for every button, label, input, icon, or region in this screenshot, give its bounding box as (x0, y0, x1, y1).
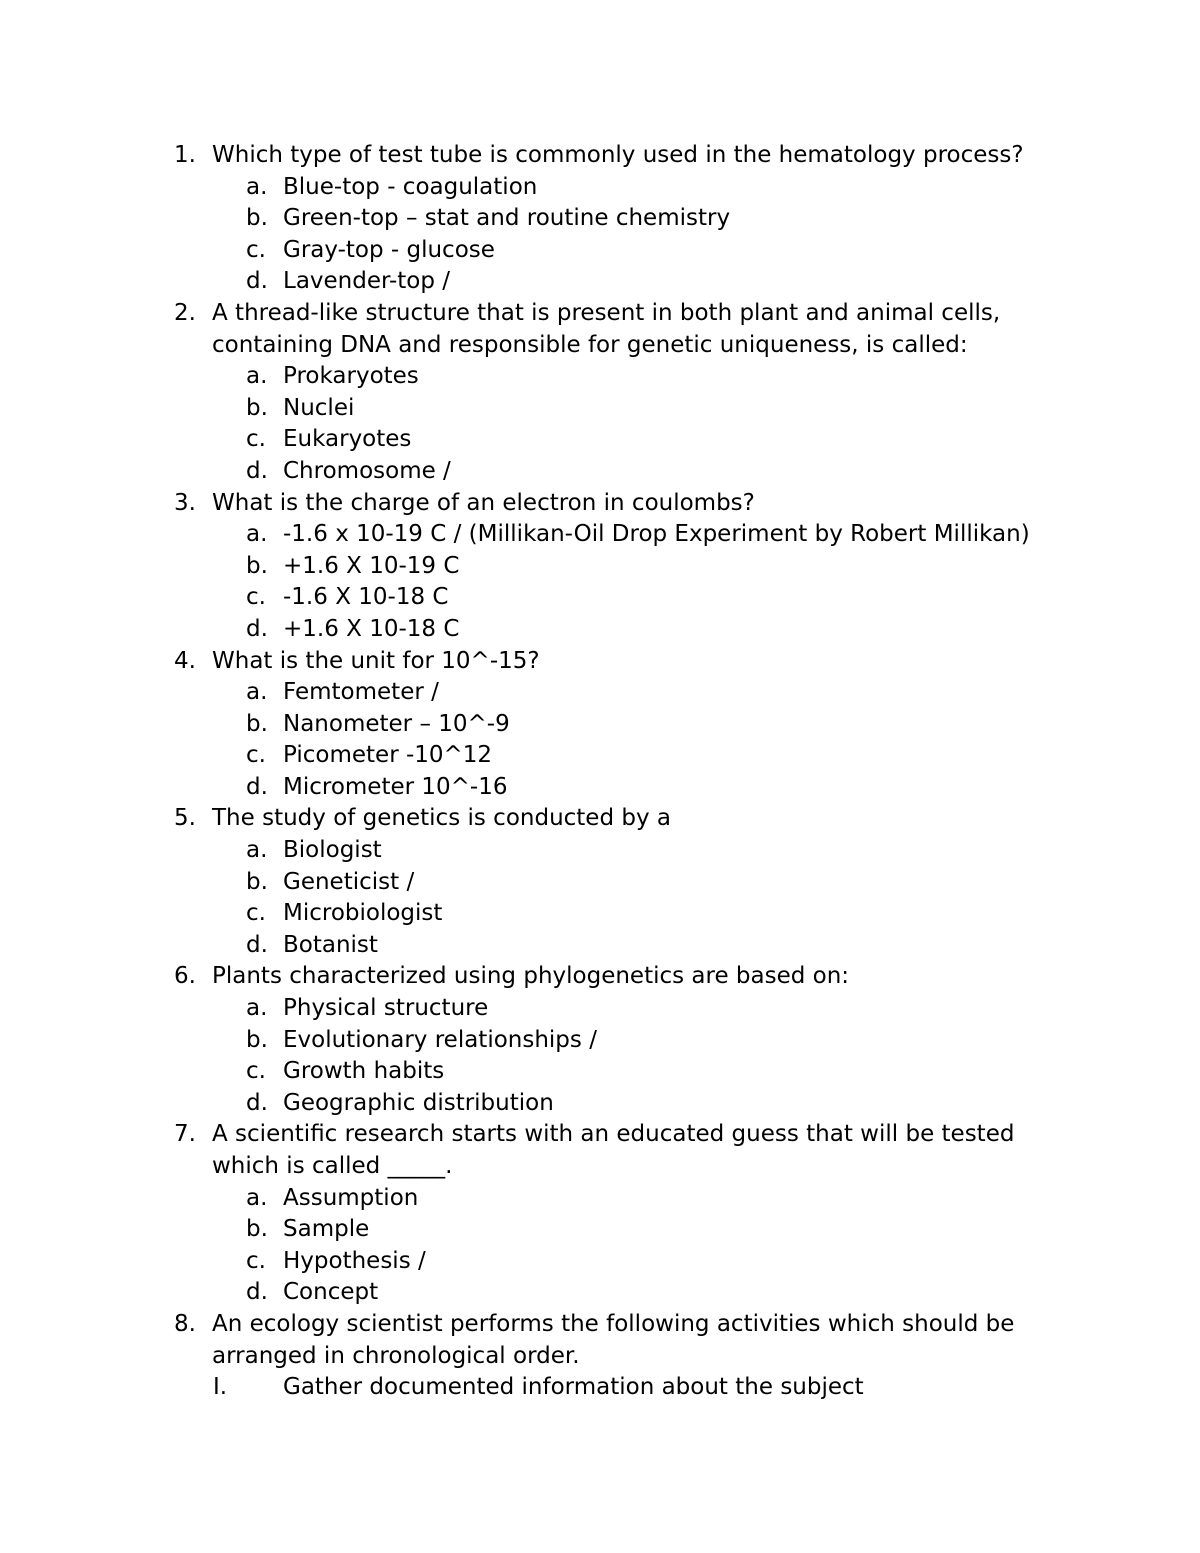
option-letter: a. (246, 837, 268, 864)
option-5a (0, 835, 1200, 867)
option-7a (0, 1183, 1200, 1215)
option-letter: b. (246, 1216, 268, 1243)
option-text: Blue-top - coagulation (283, 173, 538, 200)
option-1d (0, 266, 1200, 298)
option-text: Nuclei (283, 394, 355, 421)
document-page (0, 140, 1200, 1404)
option-text: Micrometer 10^-16 (283, 773, 508, 800)
option-letter: a. (246, 363, 268, 390)
option-letter: d. (246, 268, 268, 295)
roman-numeral: I. (213, 1374, 228, 1401)
option-text: +1.6 X 10-19 C (283, 552, 460, 579)
option-letter: b. (246, 868, 268, 895)
option-letter: b. (246, 1026, 268, 1053)
option-text: +1.6 X 10-18 C (283, 615, 460, 642)
question-6 (0, 961, 1200, 993)
option-letter: d. (246, 615, 268, 642)
question-2 (0, 298, 1200, 330)
roman-item-1 (0, 1372, 1200, 1404)
option-2b (0, 393, 1200, 425)
option-letter: d. (246, 931, 268, 958)
option-text: Assumption (283, 1184, 419, 1211)
question-7-continuation (0, 1151, 1200, 1183)
option-3a (0, 519, 1200, 551)
question-text: Plants characterized using phylogenetics are based on: (212, 963, 850, 990)
option-letter: b. (246, 552, 268, 579)
question-4 (0, 646, 1200, 678)
option-text: Microbiologist (283, 900, 443, 927)
option-letter: d. (246, 1089, 268, 1116)
question-7 (0, 1119, 1200, 1151)
question-number: 7. (174, 1121, 196, 1148)
option-text: Geneticist / (283, 868, 415, 895)
option-text: Concept (283, 1279, 379, 1306)
question-1 (0, 140, 1200, 172)
question-text: arranged in chronological order. (212, 1342, 580, 1369)
question-3 (0, 488, 1200, 520)
option-7b (0, 1214, 1200, 1246)
question-number: 2. (174, 299, 196, 326)
option-text: -1.6 x 10-19 C / (Millikan-Oil Drop Experiment by Robert Millikan) (283, 521, 1030, 548)
option-text: Geographic distribution (283, 1089, 554, 1116)
option-text: Green-top – stat and routine chemistry (283, 205, 731, 232)
option-letter: c. (246, 742, 266, 769)
option-2c (0, 424, 1200, 456)
option-text: Femtometer / (283, 679, 439, 706)
option-4b (0, 709, 1200, 741)
option-6c (0, 1056, 1200, 1088)
option-3d (0, 614, 1200, 646)
question-number: 4. (174, 647, 196, 674)
option-letter: c. (246, 1058, 266, 1085)
question-number: 6. (174, 963, 196, 990)
option-3b (0, 551, 1200, 583)
question-number: 1. (174, 142, 196, 168)
option-5b (0, 867, 1200, 899)
option-text: Gray-top - glucose (283, 236, 495, 263)
option-letter: d. (246, 1279, 268, 1306)
option-1c (0, 235, 1200, 267)
option-letter: c. (246, 1247, 266, 1274)
option-letter: a. (246, 995, 268, 1022)
question-number: 3. (174, 489, 196, 516)
option-letter: c. (246, 584, 266, 611)
option-letter: a. (246, 173, 268, 200)
option-text: Botanist (283, 931, 378, 958)
option-text: Prokaryotes (283, 363, 419, 390)
option-4c (0, 740, 1200, 772)
option-4d (0, 772, 1200, 804)
roman-item-text: Gather documented information about the subject (283, 1374, 864, 1401)
option-letter: d. (246, 773, 268, 800)
option-2d (0, 456, 1200, 488)
option-5d (0, 930, 1200, 962)
option-letter: b. (246, 394, 268, 421)
option-text: Eukaryotes (283, 426, 412, 453)
option-1a (0, 172, 1200, 204)
option-2a (0, 361, 1200, 393)
option-letter: c. (246, 236, 266, 263)
question-text: A scientific research starts with an educated guess that will be tested (212, 1121, 1015, 1148)
question-text: containing DNA and responsible for genetic uniqueness, is called: (212, 331, 968, 358)
option-text: Biologist (283, 837, 382, 864)
question-number: 5. (174, 805, 196, 832)
option-text: Growth habits (283, 1058, 445, 1085)
option-6b (0, 1025, 1200, 1057)
option-7d (0, 1277, 1200, 1309)
option-text: Physical structure (283, 995, 489, 1022)
question-text: which is called _____. (212, 1153, 453, 1179)
question-text: The study of genetics is conducted by a (212, 805, 671, 832)
question-text: Which type of test tube is commonly used in the hematology process? (212, 142, 1024, 168)
option-letter: a. (246, 679, 268, 706)
question-8-continuation (0, 1341, 1200, 1373)
question-text: A thread-like structure that is present in both plant and animal cells, (212, 299, 1001, 326)
question-text: What is the unit for 10^-15? (212, 647, 540, 674)
option-text: Picometer -10^12 (283, 742, 493, 769)
option-text: Nanometer – 10^-9 (283, 710, 510, 737)
option-3c (0, 582, 1200, 614)
option-text: Evolutionary relationships / (283, 1026, 597, 1053)
option-7c (0, 1246, 1200, 1278)
option-text: Lavender-top / (283, 268, 451, 295)
option-letter: a. (246, 521, 268, 548)
option-letter: a. (246, 1184, 268, 1211)
option-letter: b. (246, 205, 268, 232)
question-5 (0, 803, 1200, 835)
option-letter: c. (246, 900, 266, 927)
option-6d (0, 1088, 1200, 1120)
option-letter: b. (246, 710, 268, 737)
question-2-continuation (0, 330, 1200, 362)
option-text: Sample (283, 1216, 370, 1243)
option-letter: c. (246, 426, 266, 453)
option-text: Hypothesis / (283, 1247, 426, 1274)
option-letter: d. (246, 457, 268, 484)
option-text: Chromosome / (283, 457, 451, 484)
option-6a (0, 993, 1200, 1025)
question-text: An ecology scientist performs the following activities which should be (212, 1310, 1015, 1337)
question-number: 8. (174, 1310, 196, 1337)
option-1b (0, 203, 1200, 235)
option-5c (0, 898, 1200, 930)
option-4a (0, 677, 1200, 709)
question-8 (0, 1309, 1200, 1341)
question-text: What is the charge of an electron in coulombs? (212, 489, 755, 516)
option-text: -1.6 X 10-18 C (283, 584, 449, 611)
